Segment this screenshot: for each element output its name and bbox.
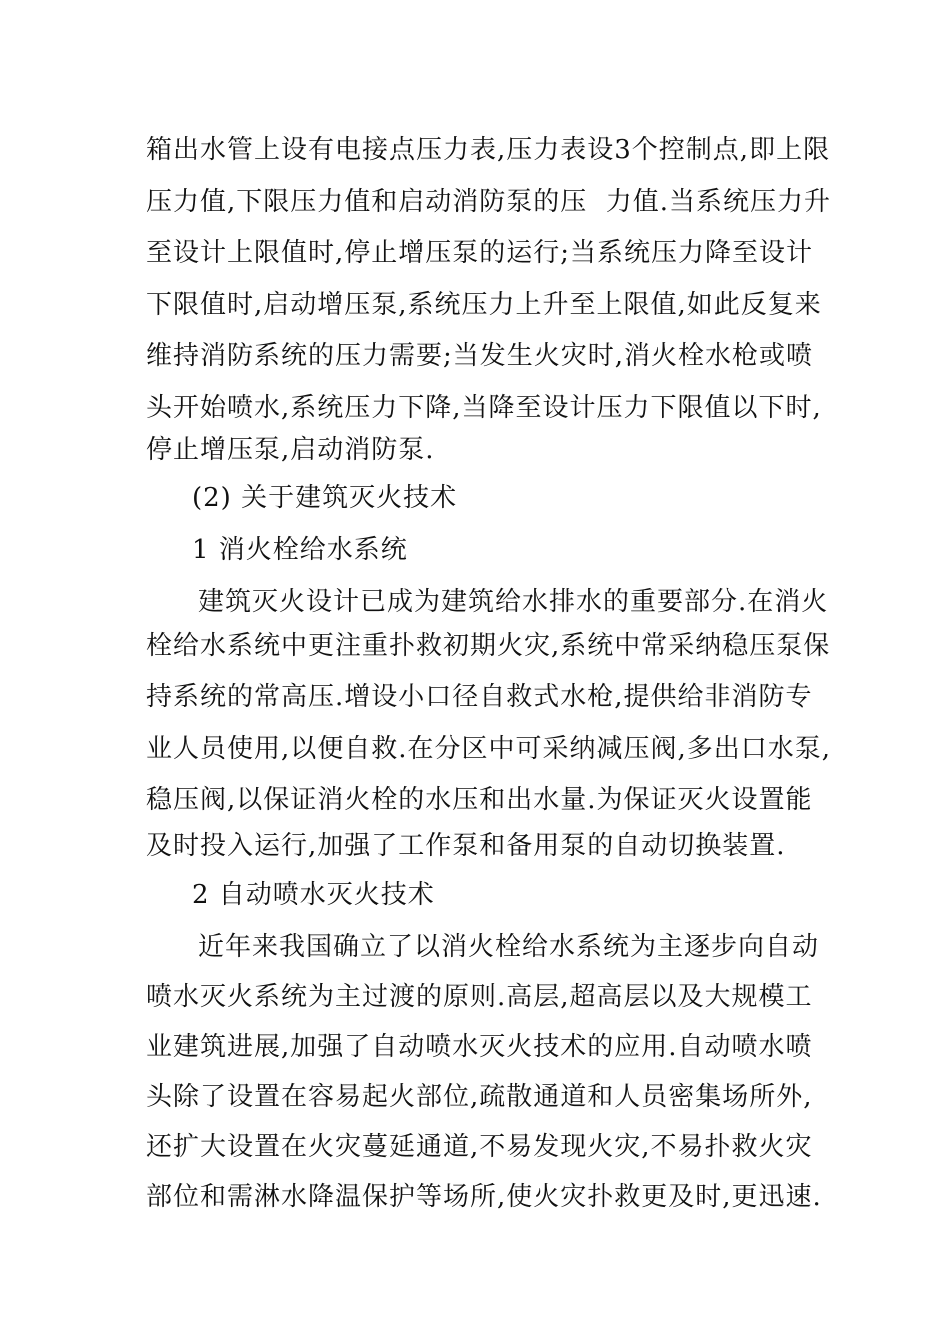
text-line: 至设计上限值时,停止增压泵的运行;当系统压力降至设计 — [146, 238, 814, 268]
subsection-heading-sprinkler: 2 自动喷水灭火技术 — [192, 880, 435, 910]
text-line: 近年来我国确立了以消火栓给水系统为主逐步向自动 — [198, 932, 820, 962]
text-line: 持系统的常高压.增设小口径自救式水枪,提供给非消防专 — [146, 682, 813, 712]
text-line: 维持消防系统的压力需要;当发生火灾时,消火栓水枪或喷 — [146, 341, 814, 371]
text-line: 业建筑进展,加强了自动喷水灭火技术的应用.自动喷水喷 — [146, 1032, 813, 1062]
text-line: 头开始喷水,系统压力下降,当降至设计压力下限值以下时, — [146, 393, 822, 423]
text-line: 压力值,下限压力值和启动消防泵的压 力值.当系统压力升 — [146, 187, 832, 217]
subsection-heading-hydrant: 1 消火栓给水系统 — [192, 535, 408, 565]
text-line: 部位和需淋水降温保护等场所,使火灾扑救更及时,更迅速. — [146, 1182, 822, 1212]
text-line: 箱出水管上设有电接点压力表,压力表设3个控制点,即上限 — [146, 135, 831, 165]
text-line: 稳压阀,以保证消火栓的水压和出水量.为保证灭火设置能 — [146, 785, 813, 815]
text-line: 下限值时,启动增压泵,系统压力上升至上限值,如此反复来 — [146, 290, 822, 320]
text-line: 及时投入运行,加强了工作泵和备用泵的自动切换装置. — [146, 831, 786, 861]
text-line: 建筑灭火设计已成为建筑给水排水的重要部分.在消火 — [198, 587, 829, 617]
section-heading: (2) 关于建筑灭火技术 — [192, 483, 458, 513]
text-line: 还扩大设置在火灾蔓延通道,不易发现火灾,不易扑救火灾 — [146, 1132, 813, 1162]
text-line: 栓给水系统中更注重扑救初期火灾,系统中常采纳稳压泵保 — [146, 631, 831, 661]
text-line: 业人员使用,以便自救.在分区中可采纳减压阀,多出口水泵, — [146, 734, 832, 764]
text-line: 喷水灭火系统为主过渡的原则.高层,超高层以及大规模工 — [146, 982, 813, 1012]
text-line: 头除了设置在容易起火部位,疏散通道和人员密集场所外, — [146, 1082, 813, 1112]
text-line: 停止增压泵,启动消防泵. — [146, 435, 435, 465]
